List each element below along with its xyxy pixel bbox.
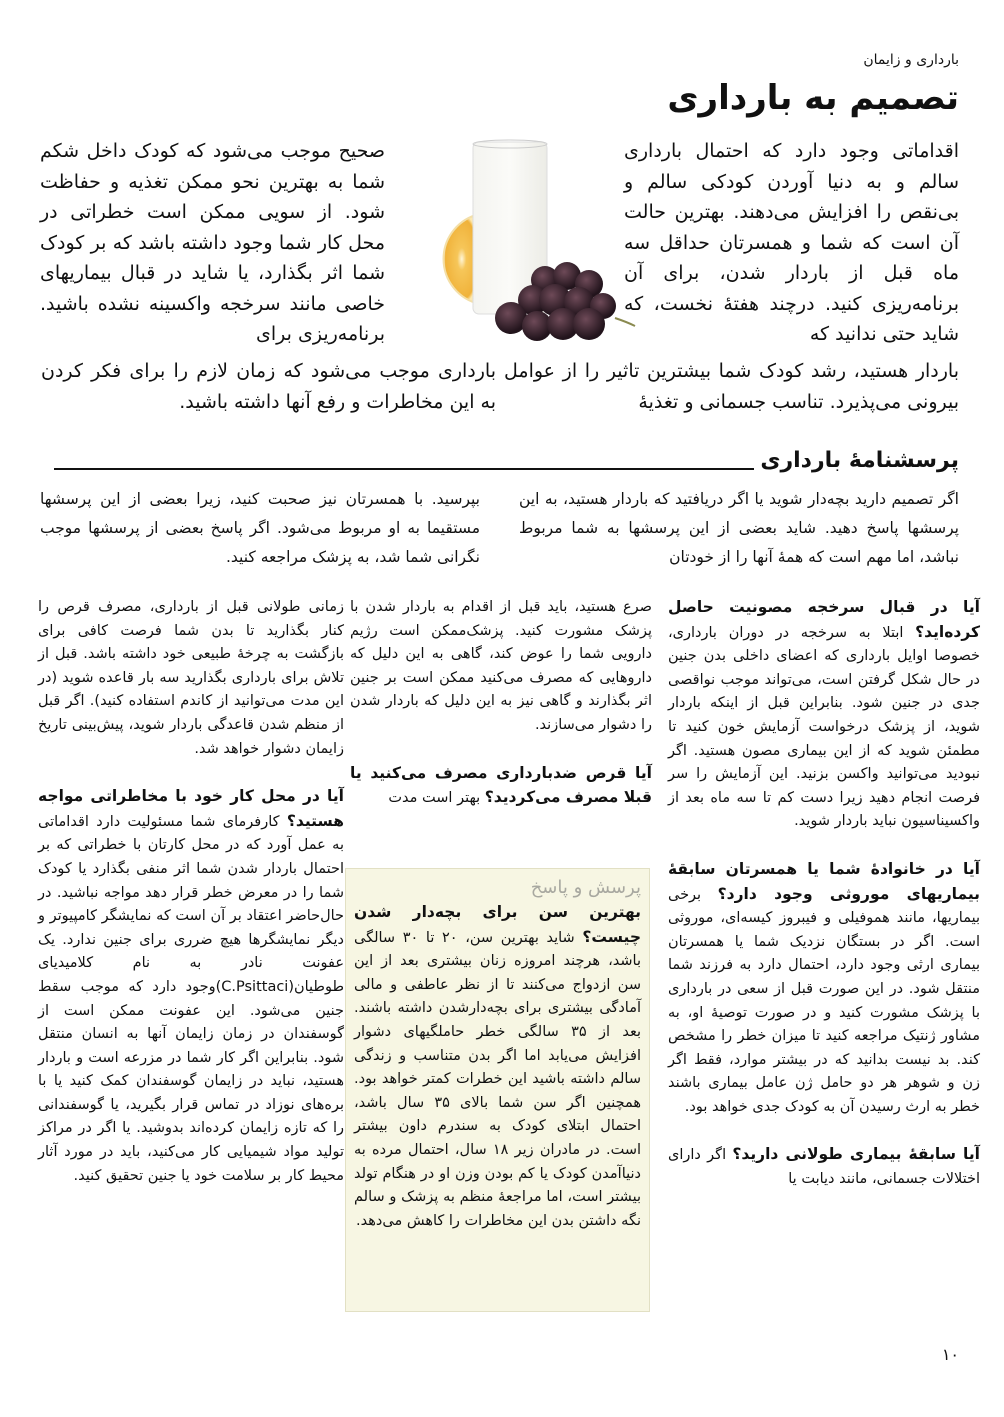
- column-right: [668, 596, 980, 1192]
- question: آیا قرص ضدبارداری مصرف می‌کنید یا قبلا مصرف می‌کردید؟: [350, 763, 652, 807]
- qa-box-title: پرسش و پاسخ: [530, 877, 641, 898]
- question: آیا در محل کار خود با مخاطراتی مواجه هستید؟: [38, 787, 344, 830]
- food-photo: [395, 132, 650, 352]
- intro-right-text: اقداماتی وجود دارد که احتمال بارداری سالم و به دنیا آوردن کودکی سالم و بی‌نقص را افزایش می‌دهند. بهترین حالت آن است که شما و همسرتان حداقل سه ماه قبل از باردار شدن، برای آن برنامه‌ریزی کنید. درچند هفتهٔ نخست، که شاید حتی ندانید که: [624, 140, 959, 345]
- question: آیا در قبال سرخجه مصونیت حاصل کرده‌اید؟: [668, 598, 981, 641]
- page-title: تصمیم به بارداری: [667, 78, 959, 118]
- section-divider: [54, 468, 769, 470]
- qa-item: [668, 1143, 980, 1191]
- question: آیا سابقهٔ بیماری طولانی دارید؟: [732, 1145, 980, 1164]
- column-left: [38, 596, 344, 1188]
- intro-right-bottom: باردار هستید، رشد کودک شما بیشترین تاثیر را از عوامل بیرونی می‌پذیرد. تناسب جسمانی و تغذیهٔ: [504, 360, 959, 413]
- intro-left-text: صحیح موجب می‌شود که کودک داخل شکم شما به بهترین نحو ممکن تغذیه و حفاظت شود. از سویی ممکن است خطراتی در محل کار شما وجود داشته باشد که بر کودک شما اثر بگذارد، یا شاید در قبال بیماریهای خاصی مانند سرخجه واکسینه نشده باشید. برنامه‌ریزی برای: [40, 140, 385, 345]
- questionnaire-heading: پرسشنامهٔ بارداری: [754, 448, 959, 473]
- qa-item: [38, 785, 344, 1188]
- questionnaire-intro-left: بپرسید. با همسرتان نیز صحبت کنید، زیرا بعضی از این پرسشها مستقیما به او مربوط می‌شود. اگر پاسخ بعضی از پرسشها موجب نگرانی شما شد، به پزشک مراجعه کنید.: [40, 490, 480, 566]
- page-number: ۱۰: [941, 1345, 959, 1364]
- qa-item: [350, 596, 652, 738]
- question: آیا در خانوادهٔ شما یا همسرتان سابقهٔ بیماریهای موروثی وجود دارد؟: [668, 859, 980, 903]
- intro-left-bottom: بارداری موجب می‌شود که زمان لازم را برای فکر کردن به این مخاطرات و رفع آنها داشته باشید.: [41, 360, 496, 413]
- qa-box-question: بهترین سن برای بچه‌دار شدن چیست؟: [354, 903, 641, 946]
- answer: اگر دارای اختلالات جسمانی، مانند دیابت یا: [668, 1147, 980, 1188]
- answer: برخی بیماریها، مانند هموفیلی و فیبروز کیسه‌ای، موروثی است. اگر در بستگان نزدیک شما یا همسرتان بیماری ارثی وجود دارد، احتمال دارد به فرزند شما منتقل شود. در این صورت قبل از سعی در بارداری با پزشک مشورت کنید و در صورت توصیهٔ او، به مشاور ژنتیک مراجعه کنید تا میزان خطر را مشخص کند. بد نیست بدانید که در بیشتر موارد، فقط اگر زن و شوهر هر دو حامل ژن عامل بیماری باشند خطر به ارث رسیدن آن به کودک جدی خواهد بود.: [668, 886, 980, 1115]
- answer: صرع هستید، باید قبل از اقدام به باردار شدن با پزشک مشورت کنید. پزشک‌ممکن است رژیم دارویی شما را عوض کند، گاهی به این دلیل که داروهایی که مصرف می‌کنید ممکن است بر جنین اثر بگذارند و گاهی نیز به این دلیل که باردار شدن را دشوار می‌سازند.: [350, 599, 652, 733]
- qa-item: [350, 762, 652, 811]
- qa-sidebar-box: [345, 868, 650, 1312]
- qa-box-answer: شاید بهترین سن، ۲۰ تا ۳۰ سالگی باشد، هرچند امروزه زنان بیشتری بعد از این سن ازدواج می‌کنند تا از نظر عاطفی و مالی آمادگی بیشتری برای بچه‌دارشدن داشته باشند. بعد از ۳۵ سالگی خطر حاملگیهای دشوار افزایش می‌یابد اما اگر بدن متناسب و زندگی سالم داشته باشید این خطرات کمتر خواهد بود. همچنین اگر سن شما بالای ۳۵ سال باشد، احتمال ابتلای کودک به سندرم داون بیشتر است. در مادران زیر ۱۸ سال، احتمال مرده به دنیاآمدن کودک یا کم بودن وزن او در هنگام تولد بیشتر است، اما مراجعهٔ منظم به پزشک و سالم نگه داشتن بدن این مخاطرات را کاهش می‌دهد.: [354, 929, 641, 1229]
- answer: کارفرمای شما مسئولیت دارد اقداماتی به عمل آورد که در محل کارتان با خطراتی که بر احتمال باردار شدن شما اثر منفی بگذارد یا کودک شما را در معرض خطر قرار دهد مواجه نباشید. در حال‌حاضر اعتقاد بر آن است که نمایشگر کامپیوتر و دیگر نمایشگرها هیچ ضرری برای جنین ندارد. یک عفونت نادر به نام کلامیدیای طوطیان(C.Psittaci)وجود دارد که موجب سقط جنین می‌شود. این عفونت ممکن است از گوسفندان در زمان زایمان آنها به انسان منتقل شود. بنابراین اگر کار شما در مزرعه است و باردار هستید، نباید در زایمان گوسفندان کمک کنید یا با بره‌های نوزاد در تماس قرار بگیرید، یا گوسفندانی را که تازه زایمان کرده‌اند بدوشید. یا اگر در مراکز تولید مواد شیمیایی کار می‌کنید، باید در مورد آثار محیط کار بر سلامت خود یا جنین تحقیق کنید.: [38, 813, 344, 1184]
- column-middle: [350, 596, 652, 811]
- answer: بهتر است مدت: [388, 790, 481, 807]
- questionnaire-intro-right: اگر تصمیم دارید بچه‌دار شوید یا اگر دریافتید که باردار هستید، به این پرسشها پاسخ دهید. شاید بعضی از این پرسشها به شما مربوط نباشد، اما مهم است که همهٔ آنها را از خودتان: [519, 490, 959, 566]
- answer: ابتلا به سرخجه در دوران بارداری، خصوصا اوایل بارداری که اعضای داخلی بدن جنین در حال شکل گرفتن است، می‌تواند موجب نواقصی جدی در جنین شود. بنابراین قبل از اینکه باردار شوید، از پزشک درخواست آزمایش خون کنید تا مطمئن شوید که از این بیماری مصون هستید. اگر نبودید می‌توانید واکسن بزنید. این آزمایش را سر فرصت انجام دهید زیرا دست کم تا سه ماه بعد از واکسیناسیون نباید باردار شوید.: [668, 624, 980, 830]
- qa-item: [38, 596, 344, 761]
- qa-item: [668, 596, 980, 834]
- section-label: بارداری و زایمان: [863, 52, 959, 68]
- answer: زمانی طولانی قبل از بارداری، مصرف قرص را کنار بگذارید تا بدن شما فرصت کافی برای بازگشت به چرخهٔ طبیعی خود داشته باشد. قبل از تلاش برای بارداری بگذارید سه بار قاعده شوید (در این مدت می‌توانید از کاندم استفاده کنید). اگر قبل از منظم شدن قاعدگی باردار شوید، پیش‌بینی تاریخ زایمان دشوار خواهد شد.: [38, 599, 344, 757]
- qa-item: [668, 858, 980, 1120]
